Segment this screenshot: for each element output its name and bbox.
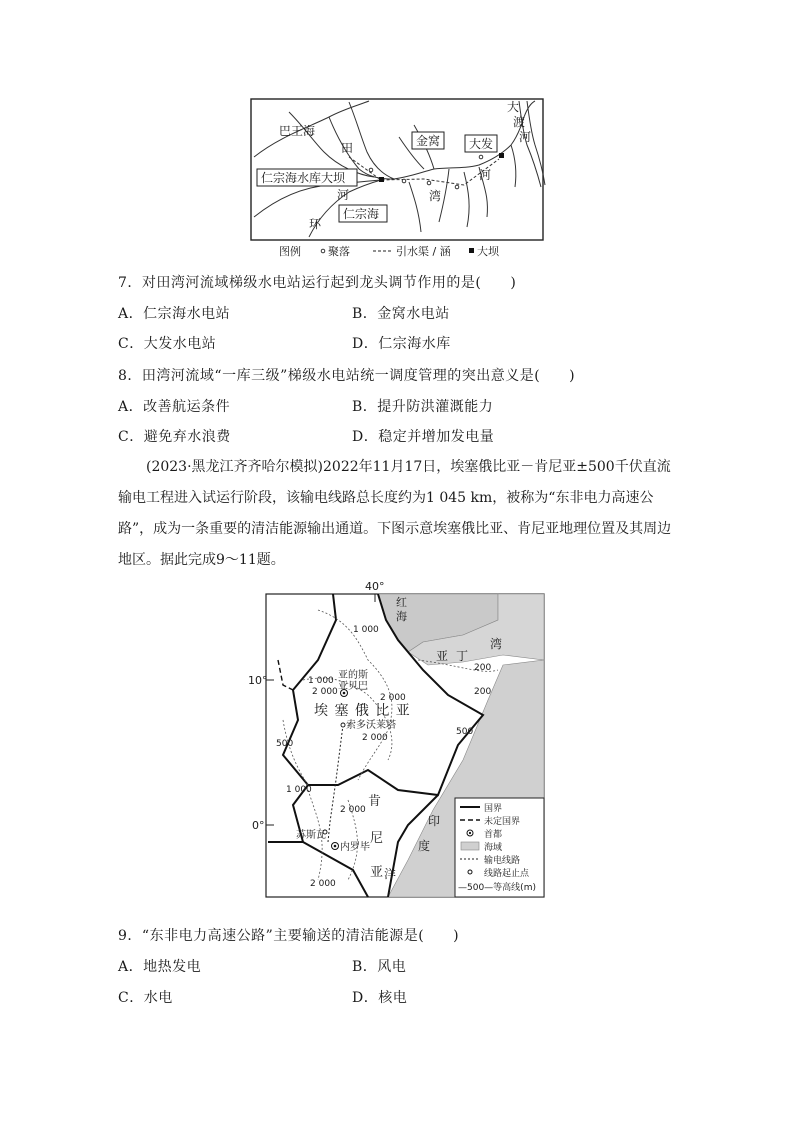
passage [118, 452, 678, 576]
label-renzonghai: 仁宗海 [343, 207, 380, 221]
sodo-label: 索多沃莱塔 [346, 720, 396, 731]
label-reservoir-dam: 仁宗海水库大坝 [261, 171, 346, 185]
lat-0: 0° [252, 819, 265, 832]
question-7-option-d[interactable]: D．仁宗海水库 [352, 336, 451, 352]
gulf-aden-3: 湾 [490, 637, 503, 651]
question-7-option-c[interactable]: C．大发水电站 [118, 336, 217, 352]
label-huan: 环 [309, 217, 322, 231]
question-8-option-c[interactable]: C．避免弃水浪费 [118, 429, 231, 445]
question-7-stem: 7．对田湾河流域梯级水电站运行起到龙头调节作用的是( ) [118, 275, 517, 291]
contour-label: 2 000 [362, 733, 388, 743]
label-jinwo: 金窝 [416, 134, 441, 148]
label-he-1: 河 [337, 188, 350, 202]
legend-contour: —500—等高线(m) [458, 883, 536, 893]
legend-canal: 引水渠 / 涵 [396, 245, 451, 258]
legend-border: 国界 [484, 804, 503, 814]
addis-2: 亚贝巴 [338, 681, 368, 692]
red-sea-2: 海 [396, 610, 407, 623]
addis-1: 亚的斯 [338, 670, 368, 681]
nairobi-label: 内罗毕 [340, 842, 370, 853]
question-9-stem: 9．“东非电力高速公路”主要输送的清洁能源是( ) [118, 928, 460, 944]
contour-label: 200 [474, 663, 492, 673]
passage-text: (2023·黑龙江齐齐哈尔模拟)2022年11月17日，埃塞俄比亚－肯尼亚±500千伏直流输电工程进入试运行阶段，该输电线路总长度约为1 045 km，被称为“东非电力高速公路”，成为一条重要的清洁能源输出通道。下图示意埃塞俄比亚、肯尼亚地理位置及其周边地区。据此完成9～11题。 [118, 459, 672, 568]
contour-label: 1 000 [286, 785, 312, 795]
legend-settlement: 聚落 [328, 245, 350, 258]
kenya-3: 亚 [370, 865, 384, 880]
label-tian: 田 [341, 141, 354, 155]
contour-label: 2 000 [340, 805, 366, 815]
ethiopia-label: 埃 塞 俄 比 亚 [314, 703, 411, 719]
contour-label: 200 [474, 687, 492, 697]
question-8-option-b[interactable]: B．提升防洪灌溉能力 [352, 399, 494, 415]
legend-endpoints: 线路起止点 [484, 869, 530, 879]
question-8-stem: 8．田湾河流域“一库三级”梯级水电站统一调度管理的突出意义是( ) [118, 368, 576, 384]
legend-undetermined: 未定国界 [484, 817, 521, 827]
contour-label: 2 000 [312, 687, 338, 697]
contour-label: 500 [276, 739, 294, 749]
contour-label: 2 000 [310, 879, 336, 889]
question-8-option-a[interactable]: A．改善航运条件 [118, 399, 231, 415]
label-bawanghai: 巴王海 [279, 124, 316, 138]
legend-capital: 首都 [484, 830, 503, 840]
label-dadu-1: 大 [507, 100, 520, 114]
contour-label: 2 000 [380, 693, 406, 703]
label-wan: 湾 [429, 189, 442, 203]
contour-label: 1 000 [308, 676, 334, 686]
kenya-1: 肯 [368, 794, 382, 809]
indian-ocean-1: 印 [428, 814, 441, 828]
question-9-option-a[interactable]: A．地热发电 [118, 959, 202, 975]
lon-40: 40° [365, 580, 385, 593]
contour-label: 500 [456, 727, 474, 737]
indian-ocean-3: 洋 [384, 867, 397, 881]
legend-dam: 大坝 [477, 245, 499, 258]
red-sea-1: 红 [396, 596, 407, 609]
lat-10: 10° [248, 674, 268, 687]
question-7-option-b[interactable]: B．金窝水电站 [352, 306, 450, 322]
label-dafa: 大发 [469, 137, 494, 151]
label-he-2: 河 [479, 168, 492, 182]
gulf-aden-1: 亚 [436, 649, 449, 663]
legend-sea: 海域 [484, 843, 503, 853]
label-dadu-2: 渡 [513, 115, 526, 129]
legend-line: 输电线路 [484, 856, 521, 866]
question-9-option-d[interactable]: D．核电 [352, 990, 408, 1006]
question-8-option-d[interactable]: D．稳定并增加发电量 [352, 429, 495, 445]
question-7-option-a[interactable]: A．仁宗海水电站 [118, 306, 231, 322]
question-9-option-c[interactable]: C．水电 [118, 990, 173, 1006]
indian-ocean-2: 度 [418, 839, 431, 853]
east-africa-map [248, 580, 546, 900]
label-dadu-3: 河 [519, 130, 532, 144]
legend-title: 图例 [279, 245, 301, 258]
kenya-2: 尼 [370, 831, 384, 846]
contour-label: 1 000 [353, 625, 379, 635]
question-9-option-b[interactable]: B．风电 [352, 959, 407, 975]
gulf-aden-2: 丁 [456, 649, 469, 663]
tianwan-river-map [249, 97, 547, 259]
suswa-label: 苏斯瓦 [296, 830, 326, 841]
